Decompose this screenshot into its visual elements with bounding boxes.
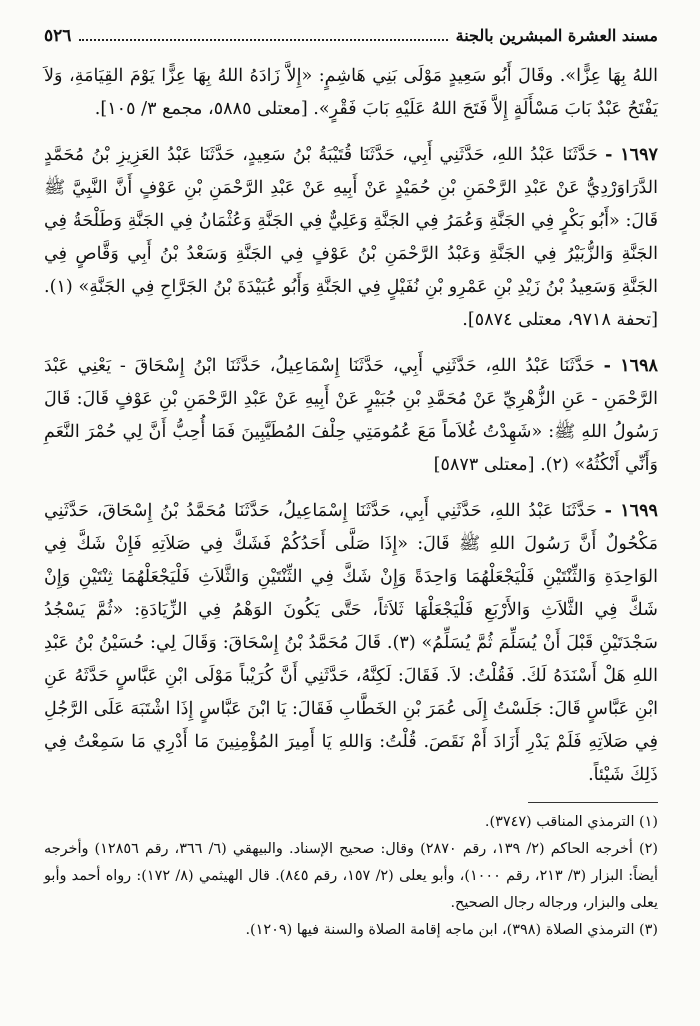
- hadith-text: حَدَّثَنَا عَبْدُ اللهِ، حَدَّثَنِي أَبِي، حَدَّثَنَا قُتَيْبَةُ بْنُ سَعِيدٍ، حَدَّثَنَا عَبْدُ العَزِيزِ بْنُ مُحَمَّدٍ الدَّرَاوَرْدِيُّ عَنْ عَبْدِ الرَّحْمَنِ بْنِ حُمَيْدٍ عَنْ أَبِيهِ عَنْ عَبْدِ الرَّحْمَنِ بْنِ عَوْفٍ أَنَّ النَّبِيَّ ﷺ قَالَ: «أَبُو بَكْرٍ فِي الجَنَّةِ وَعُمَرُ فِي الجَنَّةِ وَعَلِيٌّ فِي الجَنَّةِ وَعُثْمَانُ فِي الجَنَّةِ وَطَلْحَةُ فِي الجَنَّةِ وَالزُّبَيْرُ فِي الجَنَّةِ وَعَبْدُ الرَّحْمَنِ بْنُ عَوْفٍ فِي الجَنَّةِ وَسَعْدُ بْنُ أَبِي وَقَّاصٍ فِي الجَنَّةِ وَسَعِيدُ بْنُ زَيْدِ بْنِ عَمْرِو بْنِ نُفَيْلٍ فِي الجَنَّةِ وَأَبُو عُبَيْدَةَ بْنُ الجَرَّاحِ فِي الجَنَّةِ» (١). [تحفة ٩٧١٨، معتلى ٥٨٧٤].: [44, 145, 658, 330]
- header-dotted-leader: [79, 39, 447, 41]
- hadith-1698: [44, 349, 658, 482]
- footnote-1: (١) الترمذي المناقب (٣٧٤٧).: [484, 814, 658, 830]
- hadith-number: ١٦٩٧ -: [605, 144, 658, 165]
- hadith-1697: [44, 138, 658, 337]
- page-header: [44, 26, 658, 56]
- footnotes: [44, 809, 658, 944]
- continuation-paragraph: اللهُ بِهَا عِزًّا». وقَالَ أَبُو سَعِيدٍ مَوْلَى بَنِي هَاشِمٍ: «إِلاَّ زَادَهُ اللهُ بِهَا عِزًّا يَوْمَ القِيَامَةِ، وَلاَ يَفْتَحُ عَبْدٌ بَابَ مَسْأَلَةٍ إِلاَّ فَتَحَ اللهُ عَلَيْهِ بَابَ فَقْرٍ». [معتلى ٥٨٨٥، مجمع ٣/ ١٠٥].: [44, 66, 658, 119]
- footnote-separator: [528, 802, 658, 803]
- running-title: مسند العشرة المبشرين بالجنة: [455, 26, 658, 45]
- hadith-number: ١٦٩٨ -: [603, 355, 658, 376]
- hadith-text: حَدَّثَنَا عَبْدُ اللهِ، حَدَّثَنِي أَبِي، حَدَّثَنَا إِسْمَاعِيلُ، حَدَّثَنَا مُحَمَّدُ بْنُ إِسْحَاقَ، حَدَّثَنِي مَكْحُولٌ أَنَّ رَسُولَ اللهِ ﷺ قَالَ: «إِذَا صَلَّى أَحَدُكُمْ فَشَكَّ فِي صَلاَتِهِ فَإِنْ شَكَّ فِي الوَاحِدَةِ وَالثِّنْتَيْنِ فَلْيَجْعَلْهُمَا وَاحِدَةً وَإِنْ شَكَّ فِي الثِّنْتَيْنِ وَالثَّلاَثِ فَلْيَجْعَلْهُمَا ثِنْتَيْنِ وَإِنْ شَكَّ فِي الثَّلاَثِ وَالأَرْبَعِ فَلْيَجْعَلْهَا ثَلاَثاً، حَتَّى يَكُونَ الوَهْمُ فِي الزِّيَادَةِ: «ثُمَّ يَسْجُدُ سَجْدَتَيْنِ قَبْلَ أَنْ يُسَلِّمَ ثُمَّ يُسَلِّمُ» (٣). قَالَ مُحَمَّدُ بْنُ إِسْحَاقَ: وَقَالَ لِي: حُسَيْنُ بْنُ عَبْدِ اللهِ هَلْ أَسْنَدَهُ لَكَ. فَقُلْتُ: لاَ. فَقَالَ: لَكِنَّهُ، حَدَّثَنِي أَنَّ كُرَيْباً مَوْلَى ابْنِ عَبَّاسٍ حَدَّثَهُ عَنِ ابْنِ عَبَّاسٍ قَالَ: جَلَسْتُ إِلَى عُمَرَ بْنِ الخَطَّابِ فَقَالَ: يَا ابْنَ عَبَّاسٍ إِذَا اشْتَبَهَ عَلَى الرَّجُلِ فِي صَلاَتِهِ فَلَمْ يَدْرِ أَزَادَ أَمْ نَقَصَ. قُلْتُ: وَاللهِ يَا أَمِيرَ المُؤْمِنِينَ مَا أَدْرِي مَا سَمِعْتُ فِي ذَلِكَ شَيْئاً.: [44, 501, 658, 785]
- hadith-text: حَدَّثَنَا عَبْدُ اللهِ، حَدَّثَنِي أَبِي، حَدَّثَنَا إِسْمَاعِيلُ، حَدَّثَنَا ابْنُ إِسْحَاقَ - يَعْنِي عَبْدَ الرَّحْمَنِ - عَنِ الزُّهْرِيِّ عَنْ مُحَمَّدِ بْنِ جُبَيْرٍ عَنْ أَبِيهِ عَنْ عَبْدِ الرَّحْمَنِ بْنِ عَوْفٍ قَالَ: قَالَ رَسُولُ اللهِ ﷺ: «شَهِدْتُ غُلاَماً مَعَ عُمُومَتِي حِلْفَ المُطَيَّبِينَ فَمَا أُحِبُّ أَنَّ لِي حُمْرَ النَّعَمِ وَأَنِّي أَنْكُثُهُ» (٢). [معتلى ٥٨٧٣]: [44, 356, 658, 475]
- hadith-1699: [44, 494, 658, 792]
- footnote-2: (٢) أخرجه الحاكم (٢/ ١٣٩، رقم ٢٨٧٠) وقال: صحيح الإسناد. والبيهقي (٦/ ٣٦٦، رقم ١٢٨٥٦) وأخرجه أيضاً: البزار (٣/ ٢١٣، رقم ١٠٠٠)، وأبو يعلى (٢/ ١٥٧، رقم ٨٤٥). قال الهيثمي (٨/ ١٧٢): رواه أحمد وأبو يعلى والبزار، ورجاله رجال الصحيح.: [44, 841, 658, 911]
- page-number: ٥٢٦: [44, 26, 72, 46]
- main-text: [44, 60, 658, 792]
- footnote-3: (٣) الترمذي الصلاة (٣٩٨)، ابن ماجه إقامة الصلاة والسنة فيها (١٢٠٩).: [245, 922, 658, 938]
- hadith-number: ١٦٩٩ -: [604, 500, 658, 521]
